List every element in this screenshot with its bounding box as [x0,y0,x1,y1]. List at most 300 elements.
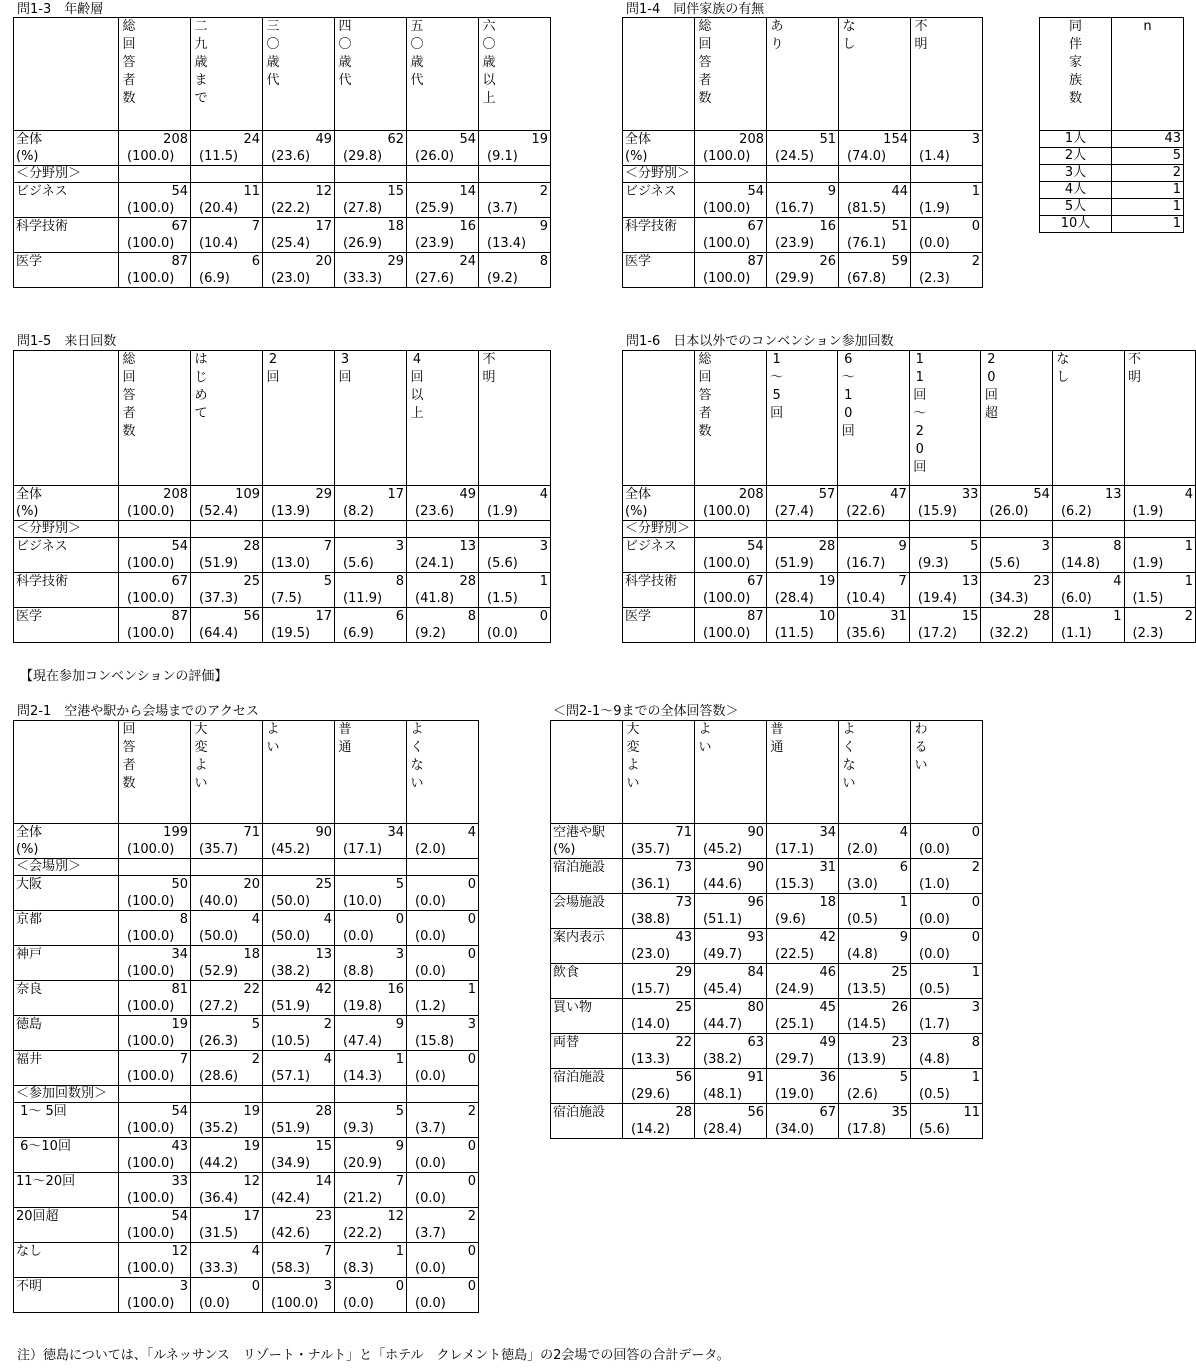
column-header-label: あり [770,19,784,52]
percent-value: (100.0) [703,149,751,164]
count-value: 4 [251,912,260,927]
column-header [263,721,335,824]
percent-value: (100.0) [127,842,175,857]
data-cell [407,573,479,608]
count-value: 29 [387,254,404,269]
data-cell [263,1208,335,1243]
percent-value: (52.4) [199,504,239,519]
column-header [335,351,407,486]
column-header [1124,351,1196,486]
count-value: 19 [243,1139,260,1154]
count-value: 0 [467,877,476,892]
empty-cell [407,166,479,183]
row-label: 医学 [625,609,652,624]
percent-value: (23.9) [415,236,455,251]
percent-value: (100.0) [703,236,751,251]
data-cell [263,1016,335,1051]
data-cell [407,218,479,253]
percent-value: (100.0) [702,591,751,606]
percent-value: (67.8) [847,271,887,286]
count-value: 11 [963,1105,980,1120]
row-label: 空港や駅 [553,825,606,840]
data-cell [695,218,767,253]
data-cell [623,929,695,964]
row-label-pct: (%) [553,842,576,857]
percent-value: (2.3) [919,271,950,286]
percent-value: (0.0) [415,1296,446,1311]
row-label-pct: (%) [16,149,39,164]
count-value: 49 [819,1035,836,1050]
row-label: 11～20回 [16,1174,76,1189]
data-cell [407,183,479,218]
count-value: 9 [827,184,836,199]
percent-value: (23.6) [271,149,311,164]
percent-value: (3.7) [487,201,518,216]
column-header [263,351,335,486]
corner-cell [14,721,119,824]
percent-value: (1.1) [1060,626,1092,641]
row-label: 宿泊施設 [553,860,606,875]
row-label: 全体 [16,825,43,840]
percent-value: (8.8) [343,964,374,979]
percent-value: (81.5) [847,201,887,216]
data-cell [766,573,838,608]
column-header-label: 四〇歳代 [338,19,352,88]
column-header-label: はじめて [194,352,208,421]
column-header-label: 普通 [770,722,784,755]
count-value: 3 [971,1000,980,1015]
percent-value: (23.9) [775,236,815,251]
q21-title: 問2-1 空港や駅から会場までのアクセス [17,704,259,719]
row-label-pct: (%) [16,504,39,519]
percent-value: (0.0) [343,1296,374,1311]
data-cell [407,1016,479,1051]
percent-value: (100.0) [702,504,751,519]
row-label: 科学技術 [625,219,678,234]
count-value: 1 [395,1244,404,1259]
column-header-label: 普通 [338,722,352,755]
data-cell [263,1138,335,1173]
data-cell [911,1034,983,1069]
data-cell [335,486,407,521]
column-header [119,351,191,486]
column-header [479,351,551,486]
data-cell [119,218,191,253]
data-cell [191,911,263,946]
percent-value: (33.3) [199,1261,239,1276]
percent-value: (4.8) [919,1052,950,1067]
count-value: 0 [395,1279,404,1294]
count-value: 34 [171,947,188,962]
data-cell [694,486,766,521]
data-cell [911,824,983,859]
percent-value: (44.6) [703,877,743,892]
percent-value: (13.5) [847,982,887,997]
data-cell [335,1051,407,1086]
percent-value: (28.6) [199,1069,239,1084]
subgroup-row [14,859,479,876]
percent-value: (14.0) [631,1017,671,1032]
percent-value: (8.2) [343,504,374,519]
count-value: 1 [395,1052,404,1067]
percent-value: (25.9) [415,201,455,216]
count-value: 1 [899,895,908,910]
header-row [551,721,983,824]
count-value: 47 [890,487,907,502]
percent-value: (0.0) [199,1296,230,1311]
data-cell [191,573,263,608]
column-header-label: よい [266,722,280,755]
data-cell [407,1051,479,1086]
count-value: 3 [467,1017,476,1032]
percent-value: (100.0) [127,1226,175,1241]
percent-value: (22.2) [271,201,311,216]
count-value: 2 [323,1017,332,1032]
data-cell [191,946,263,981]
data-cell [263,608,335,643]
percent-value: (9.2) [487,271,518,286]
data-cell [119,911,191,946]
count-value: 9 [395,1139,404,1154]
row-label-cell [14,1243,119,1278]
row-label: 神戸 [16,947,43,962]
count-value: 87 [171,609,188,624]
count-value: 208 [163,132,188,147]
table-row [551,999,983,1034]
row-label: 宿泊施設 [553,1070,606,1085]
table-row [1040,148,1184,165]
data-cell [695,131,767,166]
count-value: 67 [171,219,188,234]
data-cell [911,929,983,964]
data-cell [407,1103,479,1138]
percent-value: (1.7) [919,1017,950,1032]
row-label: 不明 [16,1279,43,1294]
column-header [1040,18,1112,131]
count-value: 0 [467,947,476,962]
data-cell [191,876,263,911]
table-row [551,964,983,999]
column-header-label: 五〇歳代 [410,19,424,88]
data-cell [191,981,263,1016]
percent-value: (8.3) [343,1261,374,1276]
data-cell [839,894,911,929]
count-value: 23 [1033,574,1050,589]
count-value: 1 [1113,609,1122,624]
percent-value: (5.6) [343,556,374,571]
empty-cell [335,166,407,183]
table-row [14,1051,479,1086]
data-cell [407,946,479,981]
q2all-grid [550,720,983,1139]
row-label: ビジネス [16,539,68,554]
data-cell [981,538,1053,573]
table-row [14,1208,479,1243]
row-label-cell [14,824,119,859]
data-cell [767,183,839,218]
percent-value: (100.0) [703,271,751,286]
count-value: 5 [251,1017,260,1032]
data-cell [191,253,263,288]
column-header [909,351,981,486]
percent-value: (29.6) [631,1087,671,1102]
data-cell [191,1208,263,1243]
data-cell [694,573,766,608]
family-size: 1人 [1040,131,1112,148]
percent-value: (57.1) [271,1069,311,1084]
percent-value: (9.3) [343,1121,374,1136]
count-value: 43 [171,1139,188,1154]
percent-value: (16.7) [775,201,815,216]
count-value: 51 [819,132,836,147]
data-cell [191,1138,263,1173]
row-label: ビジネス [625,539,677,554]
count-value: 16 [387,982,404,997]
empty-cell [335,1086,407,1103]
data-cell [911,894,983,929]
data-cell [335,253,407,288]
count-value: 0 [971,930,980,945]
count-value: 8 [467,609,476,624]
count-value: 17 [243,1209,260,1224]
row-label: 買い物 [553,1000,593,1015]
q16-table [622,350,1196,643]
count-value: 7 [395,1174,404,1189]
row-label: 宿泊施設 [553,1105,606,1120]
row-label-pct: (%) [16,842,39,857]
data-cell [263,538,335,573]
count-value: 208 [163,487,188,502]
table-row [14,824,479,859]
count-value: 109 [235,487,260,502]
percent-value: (22.6) [846,504,886,519]
data-cell [981,608,1053,643]
count-value: 154 [883,132,908,147]
percent-value: (23.0) [631,947,671,962]
count-value: 87 [747,609,764,624]
percent-value: (0.0) [487,626,518,641]
data-cell [909,538,981,573]
count-value: 6 [395,609,404,624]
percent-value: (9.6) [775,912,806,927]
column-header-label: 20回超 [984,352,998,421]
count-value: 54 [459,132,476,147]
data-cell [911,253,983,288]
data-cell [191,218,263,253]
count-value: 18 [387,219,404,234]
count-value: 67 [171,574,188,589]
count-value: 2 [1184,609,1193,624]
row-label: 医学 [16,609,43,624]
percent-value: (1.4) [919,149,950,164]
row-label-pct: (%) [625,149,648,164]
header-row [623,18,983,131]
data-cell [407,1208,479,1243]
row-label-cell [14,911,119,946]
count-value: 42 [819,930,836,945]
count-value: 49 [459,487,476,502]
data-cell [695,859,767,894]
data-cell [839,183,911,218]
count-value: 31 [819,860,836,875]
table-row [14,1016,479,1051]
count-value: 63 [747,1035,764,1050]
percent-value: (5.6) [989,556,1021,571]
count-value: 16 [459,219,476,234]
percent-value: (35.7) [631,842,671,857]
count-value: 34 [819,825,836,840]
count-value: 7 [251,219,260,234]
count-value: 24 [243,132,260,147]
column-header [838,351,910,486]
percent-value: (17.1) [775,842,815,857]
percent-value: (6.0) [1060,591,1092,606]
percent-value: (100.0) [127,1191,175,1206]
count-value: 43 [675,930,692,945]
empty-cell [981,521,1053,538]
data-cell [119,131,191,166]
data-cell [695,929,767,964]
count-value: 15 [315,1139,332,1154]
table-row [14,573,551,608]
percent-value: (100.0) [127,1121,175,1136]
subgroup-label: ＜会場別＞ [14,859,119,876]
count-value: 5 [323,574,332,589]
data-cell [839,964,911,999]
data-cell [767,1069,839,1104]
row-label-cell [551,1034,623,1069]
count-value: 33 [961,487,979,502]
percent-value: (36.1) [631,877,671,892]
row-label-cell [551,929,623,964]
count-value: 199 [163,825,188,840]
count-value: 67 [747,219,764,234]
percent-value: (74.0) [847,149,887,164]
percent-value: (0.0) [919,236,950,251]
percent-value: (13.9) [847,1052,887,1067]
row-label-cell [551,999,623,1034]
data-cell [335,876,407,911]
data-cell [479,218,551,253]
percent-value: (100.0) [127,626,175,641]
empty-cell [407,1086,479,1103]
count-value: 44 [891,184,908,199]
count-value: 1 [971,184,980,199]
column-header [407,18,479,131]
percent-value: (26.9) [343,236,383,251]
data-cell [119,608,191,643]
count-value: 6 [251,254,260,269]
count-value: 90 [315,825,332,840]
percent-value: (44.2) [199,1156,239,1171]
column-header-label: よくない [410,722,424,791]
count-value: 25 [891,965,908,980]
row-label: 京都 [16,912,43,927]
table-row [14,1138,479,1173]
data-cell [839,929,911,964]
count-value: 1 [1184,574,1193,589]
count-value: 54 [171,1209,188,1224]
data-cell [1124,538,1196,573]
count-value: 28 [818,539,836,554]
count-value: 49 [315,132,332,147]
percent-value: (45.2) [703,842,743,857]
data-cell [119,876,191,911]
count-value: 71 [243,825,260,840]
percent-value: (64.4) [199,626,239,641]
data-cell [407,1138,479,1173]
percent-value: (25.4) [271,236,311,251]
data-cell [335,946,407,981]
table-row [14,131,551,166]
row-label-cell [623,573,695,608]
data-cell [191,538,263,573]
data-cell [839,253,911,288]
table-row [14,1243,479,1278]
percent-value: (17.8) [847,1122,887,1137]
percent-value: (17.2) [917,626,957,641]
count-value: 28 [243,539,260,554]
percent-value: (0.0) [343,929,374,944]
count-value: 67 [747,574,764,589]
count-value: 3 [395,947,404,962]
count-value: 19 [171,1017,188,1032]
count-value: 19 [243,1104,260,1119]
data-cell [623,964,695,999]
percent-value: (27.4) [774,504,814,519]
percent-value: (10.0) [343,894,383,909]
count-value: 12 [315,184,332,199]
table-row [14,911,479,946]
empty-cell [335,859,407,876]
row-label-cell [623,131,695,166]
data-cell [479,183,551,218]
data-cell [1124,573,1196,608]
header-row [14,351,551,486]
percent-value: (100.0) [127,236,175,251]
empty-cell [407,859,479,876]
data-cell [191,1243,263,1278]
count-value: 7 [179,1052,188,1067]
table-row [14,608,551,643]
percent-value: (10.4) [199,236,239,251]
header-row [1040,18,1184,131]
data-cell [623,999,695,1034]
percent-value: (6.9) [343,626,374,641]
row-label: 医学 [625,254,652,269]
data-cell [911,1104,983,1139]
count-value: 87 [747,254,764,269]
data-cell [479,538,551,573]
table-row [551,859,983,894]
data-cell [479,573,551,608]
family-size: 2人 [1040,148,1112,165]
percent-value: (15.8) [415,1034,455,1049]
percent-value: (100.0) [127,1034,175,1049]
count-value: 3 [1041,539,1050,554]
data-cell [119,253,191,288]
row-label-cell [14,486,119,521]
column-header-label: 不明 [914,19,928,52]
data-cell [479,253,551,288]
data-cell [767,894,839,929]
count-value: 20 [315,254,332,269]
data-cell [119,946,191,981]
data-cell [335,981,407,1016]
percent-value: (48.1) [703,1087,743,1102]
empty-cell [1052,521,1124,538]
data-cell [263,876,335,911]
